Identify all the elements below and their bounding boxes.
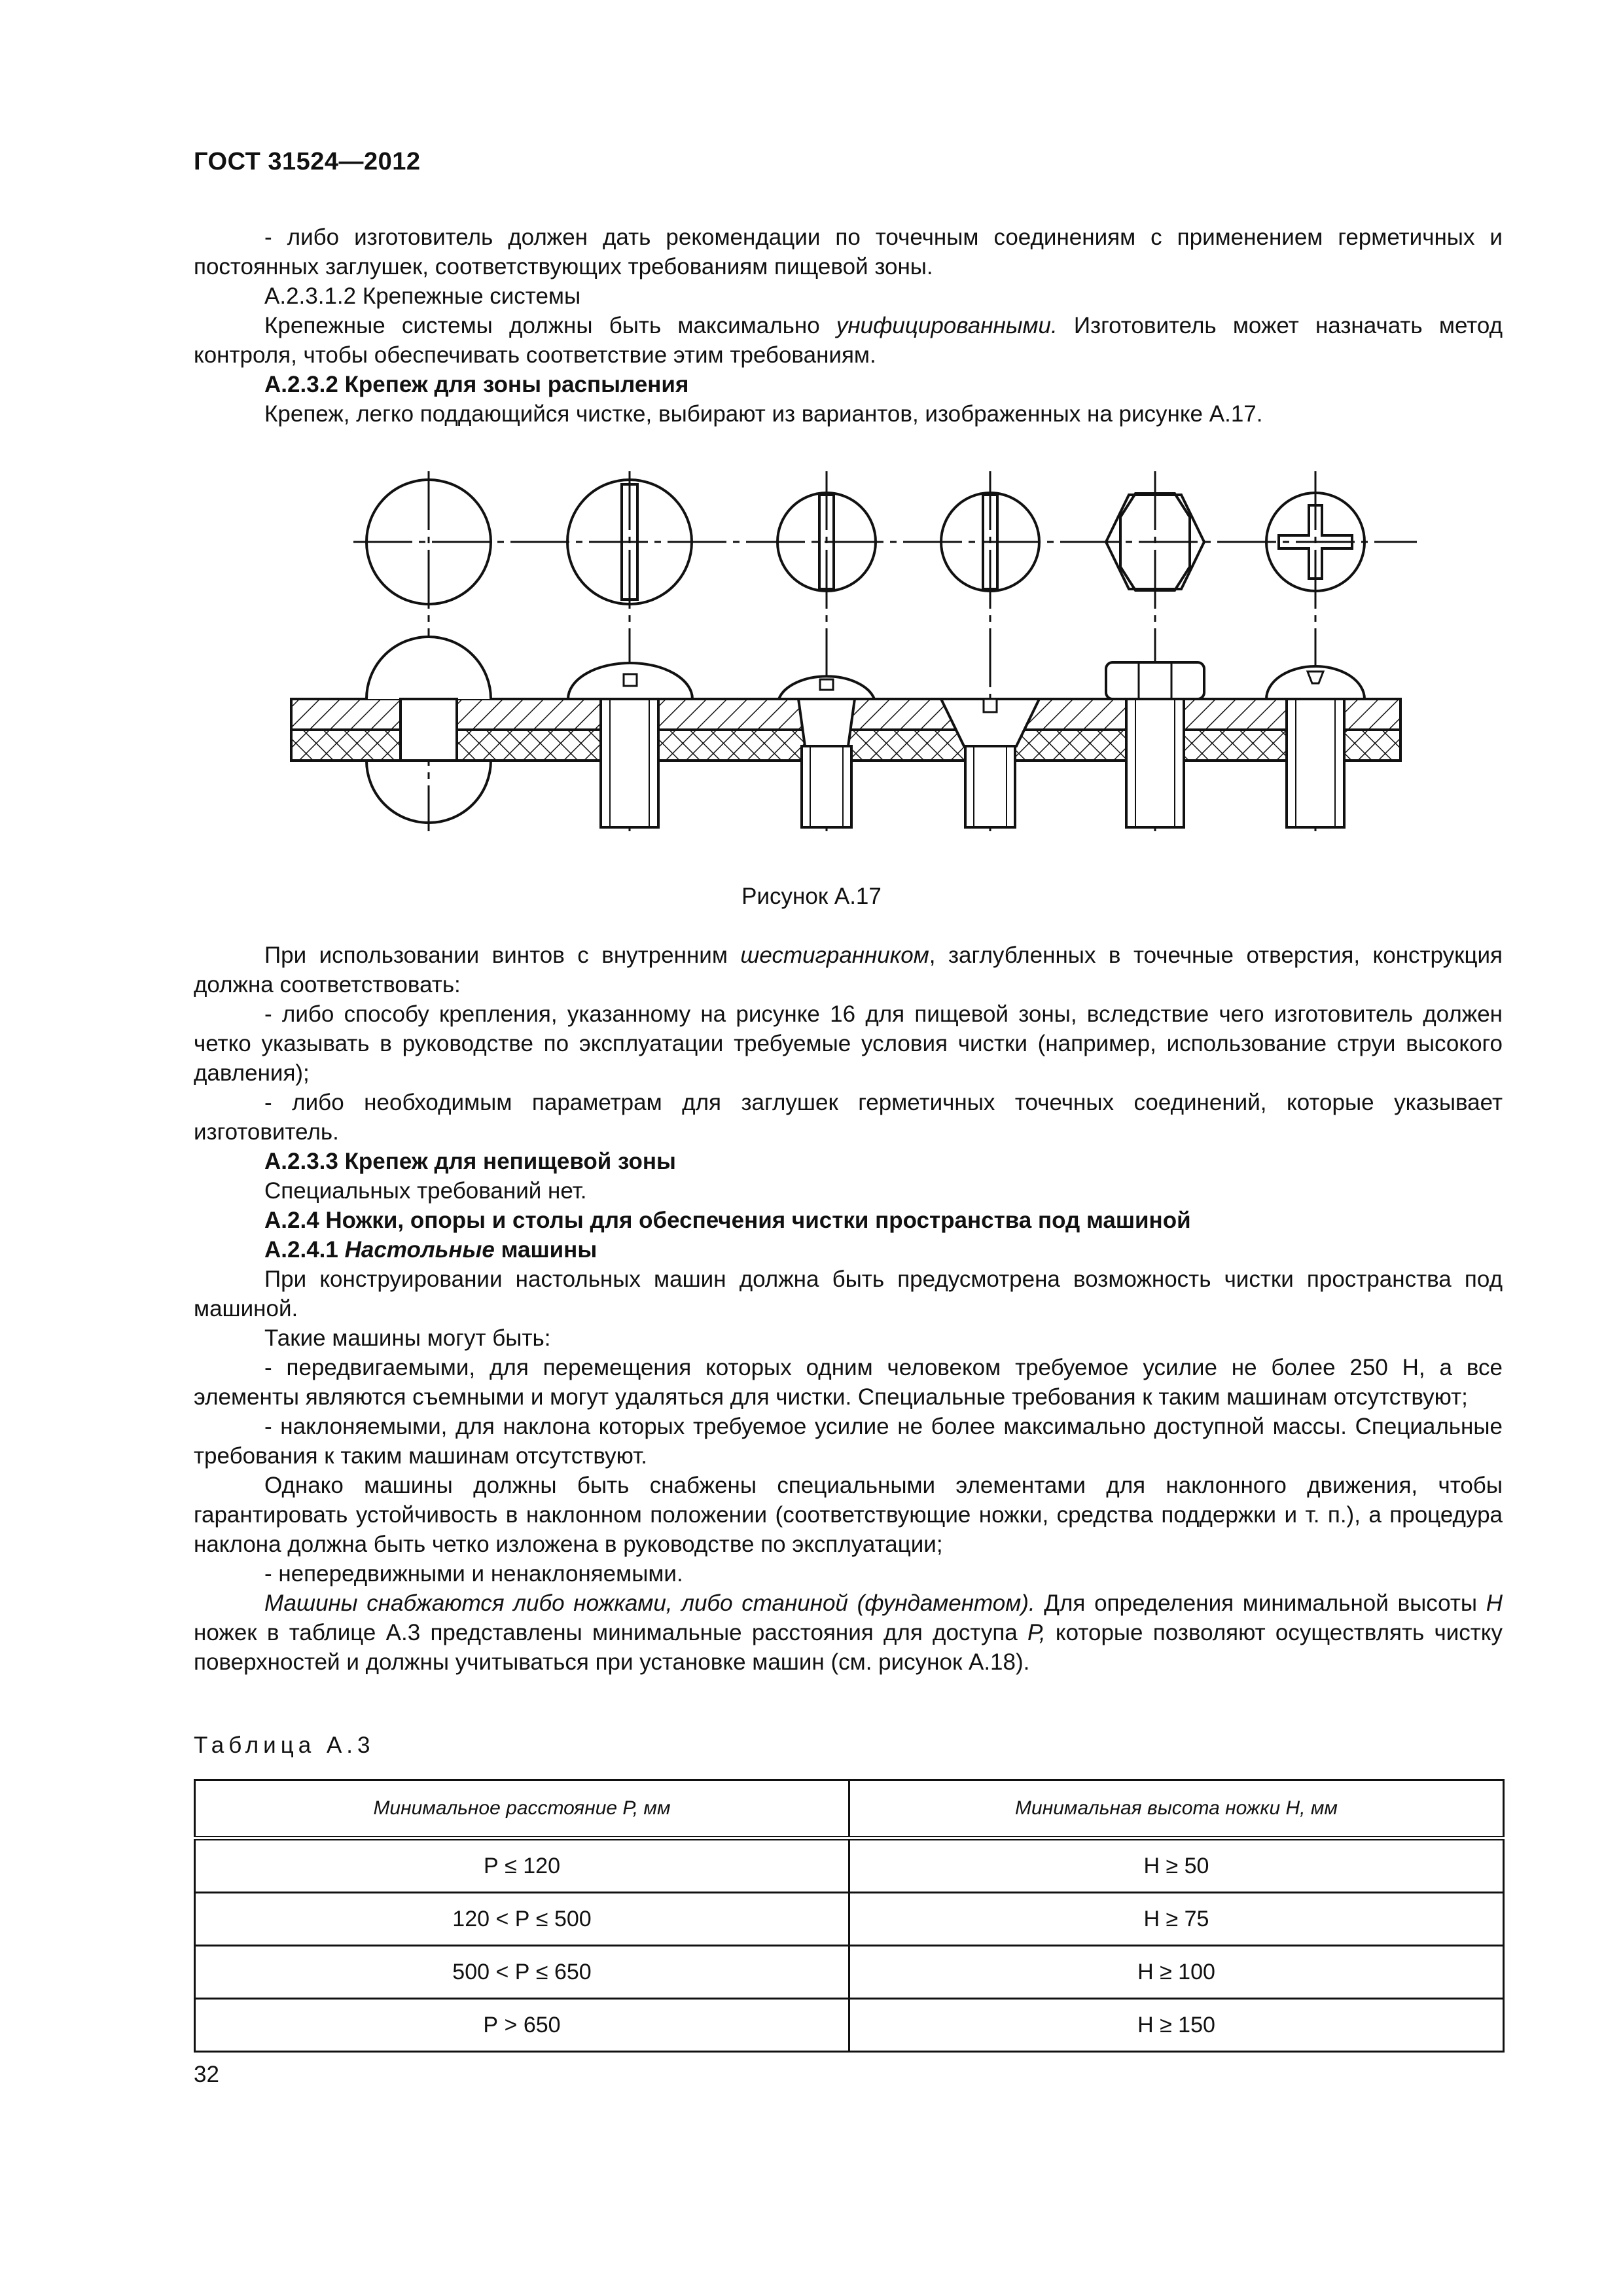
section-heading: А.2.3.2 Крепеж для зоны распыления: [264, 372, 689, 397]
table-cell: Н ≥ 150: [849, 1999, 1504, 2052]
paragraph: - либо способу крепления, указанному на рисунке 16 для пищевой зоны, вследствие чего изготовитель должен четко указывать в руководстве по эксплуатации требуемые условия чистки (например, использование струи высокого давления);: [194, 1001, 1503, 1086]
table-cell: Н ≥ 100: [849, 1946, 1504, 1999]
table-row: [195, 1839, 1504, 1893]
table-cell: 500 < Р ≤ 650: [195, 1946, 849, 1999]
section-heading: А.2.4.1 Настольные машины: [264, 1237, 597, 1263]
subsection-title: А.2.3.1.2 Крепежные системы: [264, 283, 581, 309]
fastener-figure: [0, 0, 1623, 916]
table-row: [195, 1999, 1504, 2052]
table-cell: Н ≥ 75: [849, 1893, 1504, 1946]
paragraph: - наклоняемыми, для наклона которых требуемое усилие не более максимально доступной массы. Специальные требования к таким машинам отсутствуют.: [194, 1414, 1503, 1469]
paragraph: Машины снабжаются либо ножками, либо станиной (фундаментом). Для определения минимальной высоты Н ножек в таблице А.3 представлены минимальные расстояния для доступа Р, которые позволяют осуществлять чистку поверхностей и должны учитываться при установке машин (см. рисунок А.18).: [194, 1590, 1503, 1675]
table-row: [195, 1946, 1504, 1999]
slotted-countersunk-section: [941, 699, 1039, 827]
section-heading: А.2.3.3 Крепеж для непищевой зоны: [264, 1149, 676, 1174]
page-number: 32: [194, 2062, 219, 2087]
paragraph: - либо изготовитель должен дать рекомендации по точечным соединениям с применением герметичных и постоянных заглушек, соответствующих требованиям пищевой зоны.: [194, 224, 1503, 279]
paragraph: - либо необходимым параметрам для заглушек герметичных точечных соединений, которые указывает изготовитель.: [194, 1090, 1503, 1145]
paragraph: - непередвижными и ненаклоняемыми.: [264, 1561, 683, 1587]
table-cell: 120 < Р ≤ 500: [195, 1893, 849, 1946]
paragraph: - передвигаемыми, для перемещения которых одним человеком требуемое усилие не более 250 Н, а все элементы являются съемными и могут удаляться для чистки. Специальные требования к таким машинам отсутствуют;: [194, 1355, 1503, 1410]
table-cell: Р > 650: [195, 1999, 849, 2052]
paragraph: Крепеж, легко поддающийся чистке, выбирают из вариантов, изображенных на рисунке А.17.: [264, 401, 1263, 427]
document-header: ГОСТ 31524—2012: [194, 148, 421, 175]
lower-text-block: [194, 941, 1503, 1677]
requirements-table: [194, 1779, 1505, 2053]
column-header: Минимальная высота ножки Н, мм: [849, 1780, 1504, 1839]
paragraph: При использовании винтов с внутренним шестигранником, заглубленных в точечные отверстия, конструкция должна соответствовать:: [194, 942, 1503, 997]
figure-caption: Рисунок А.17: [741, 884, 882, 909]
paragraph: Крепежные системы должны быть максимально унифицированными. Изготовитель может назначать метод контроля, чтобы обеспечивать соответствие этим требованиям.: [194, 313, 1503, 368]
table-label: Таблица А.3: [194, 1732, 375, 1758]
column-header: Минимальное расстояние Р, мм: [195, 1780, 849, 1839]
table-header-row: [195, 1780, 1504, 1839]
paragraph: При конструировании настольных машин должна быть предусмотрена возможность чистки пространства под машиной.: [194, 1266, 1503, 1321]
table-cell: Р ≤ 120: [195, 1839, 849, 1893]
table-row: [195, 1893, 1504, 1946]
paragraph: Специальных требований нет.: [264, 1178, 587, 1204]
section-heading: А.2.4 Ножки, опоры и столы для обеспечения чистки пространства под машиной: [264, 1208, 1191, 1233]
paragraph: Такие машины могут быть:: [264, 1325, 551, 1351]
table-cell: Н ≥ 50: [849, 1839, 1504, 1893]
paragraph: Однако машины должны быть снабжены специальными элементами для наклонного движения, чтобы гарантировать устойчивость в наклонном положении (соответствующие ножки, средства поддержки и т. п.), а процедура наклона должна быть четко изложена в руководстве по эксплуатации;: [194, 1473, 1503, 1557]
